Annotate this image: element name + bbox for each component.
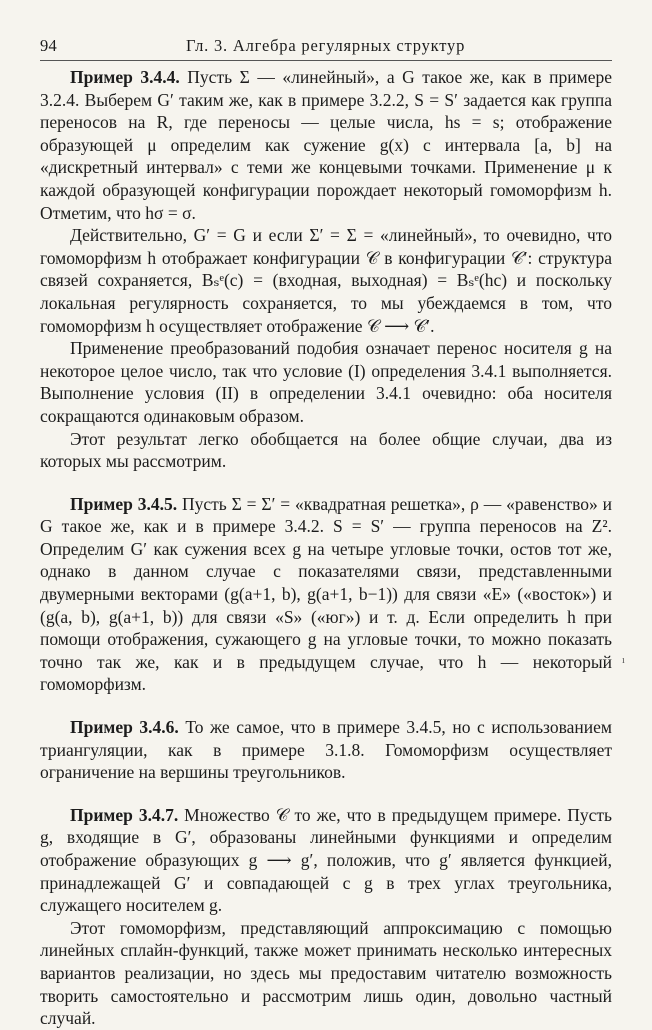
margin-mark: ı <box>622 655 625 666</box>
page-header <box>40 28 620 58</box>
paragraph-text: Множество 𝒞 то же, что в предыдущем примере. Пусть g, входящие в G′, образованы линейными функциями и определим отображение образующих g ⟶ g′, положив, что g′ является функцией, принадлежащей G′ и совпадающей с g в трех углах треугольника, служащего носителем g. <box>40 804 612 916</box>
header-rule <box>40 60 612 61</box>
paragraph-text: Действительно, G′ = G и если Σ′ = Σ = «линейный», то очевидно, что гомоморфизм h отображает конфигурации 𝒞 в конфигурации 𝒞′: структура связей сохраняется, Bₛᵉ(c) = (входная, выходная) = Bₛᵉ(hc) и поскольку локальная регулярность сохраняется, то мы убеждаемся в том, что гомоморфизм h осуществляет отображение 𝒞 ⟶ 𝒞′. <box>40 225 612 336</box>
example-3-4-6-paragraph <box>40 716 612 784</box>
paragraph-text: Пусть Σ = Σ′ = «квадратная решетка», ρ — «равенство» и G такое же, как и в примере 3.4.2. S = S′ — группа переносов на Z². Определим G′ как сужения всех g на четыре угловые точки, остов тот же, однако в данном случае с показателями связи, представленными двумерными векторами (g(a+1, b), g(a+1, b−1)) для связи «E» («восток») и (g(a, b), g(a+1, b)) для связи «S» («юг») и т. д. Если определить h при помощи отображения, сужающего g на угловые точки, то можно показать точно так же, как и в предыдущем случае, что h — некоторый гомоморфизм. <box>40 493 612 695</box>
body-paragraph <box>40 428 612 473</box>
example-label: Пример 3.4.5. <box>70 493 178 514</box>
example-label: Пример 3.4.4. <box>70 67 180 87</box>
example-3-4-7-paragraph <box>40 804 612 917</box>
example-label: Пример 3.4.6. <box>70 717 179 738</box>
paragraph-text: Применение преобразований подобия означает перенос носителя g на некоторое целое число, так что условие (I) определения 3.4.1 выполняется. Выполнение условия (II) в определении 3.4.1 очевидно: оба носителя сокращаются одинаковым образом. <box>40 338 612 426</box>
example-label: Пример 3.4.7. <box>70 804 179 825</box>
body-paragraph <box>40 224 612 337</box>
paragraph-text: Этот результат легко обобщается на более общие случаи, два из которых мы рассмотрим. <box>40 428 612 472</box>
paragraph-text: Этот гомоморфизм, представляющий аппроксимацию с помощью линейных сплайн-функций, также может принимать несколько интересных вариантов реализации, но здесь мы предоставим читателю возможность творить самостоятельно и рассмотрим лишь один, довольно частный случай. <box>40 917 612 1029</box>
paragraph-text: Пусть Σ — «линейный», а G такое же, как в примере 3.2.4. Выберем G′ таким же, как в примере 3.2.2, S = S′ задается как группа переносов на R, где переносы — целые числа, hs = s; отображение образующей μ определим как сужение g(x) с интервала [a, b] на «дискретный интервал» с теми же концевыми точками. Применение μ к каждой образующей конфигурации порождает некоторый гомоморфизм h. Отметим, что hσ = σ. <box>40 67 612 223</box>
page-body <box>40 62 612 1030</box>
example-3-4-5-paragraph <box>40 493 612 696</box>
paragraph-text: То же самое, что в примере 3.4.5, но с использованием триангуляции, как в примере 3.1.8. Гомоморфизм осуществляет ограничение на вершины треугольников. <box>40 717 612 783</box>
page-number: 94 <box>40 36 58 55</box>
body-paragraph <box>40 337 612 427</box>
example-3-4-4-paragraph <box>40 66 612 224</box>
running-title: Гл. 3. Алгебра регулярных структур <box>186 36 466 55</box>
body-paragraph <box>40 917 612 1030</box>
